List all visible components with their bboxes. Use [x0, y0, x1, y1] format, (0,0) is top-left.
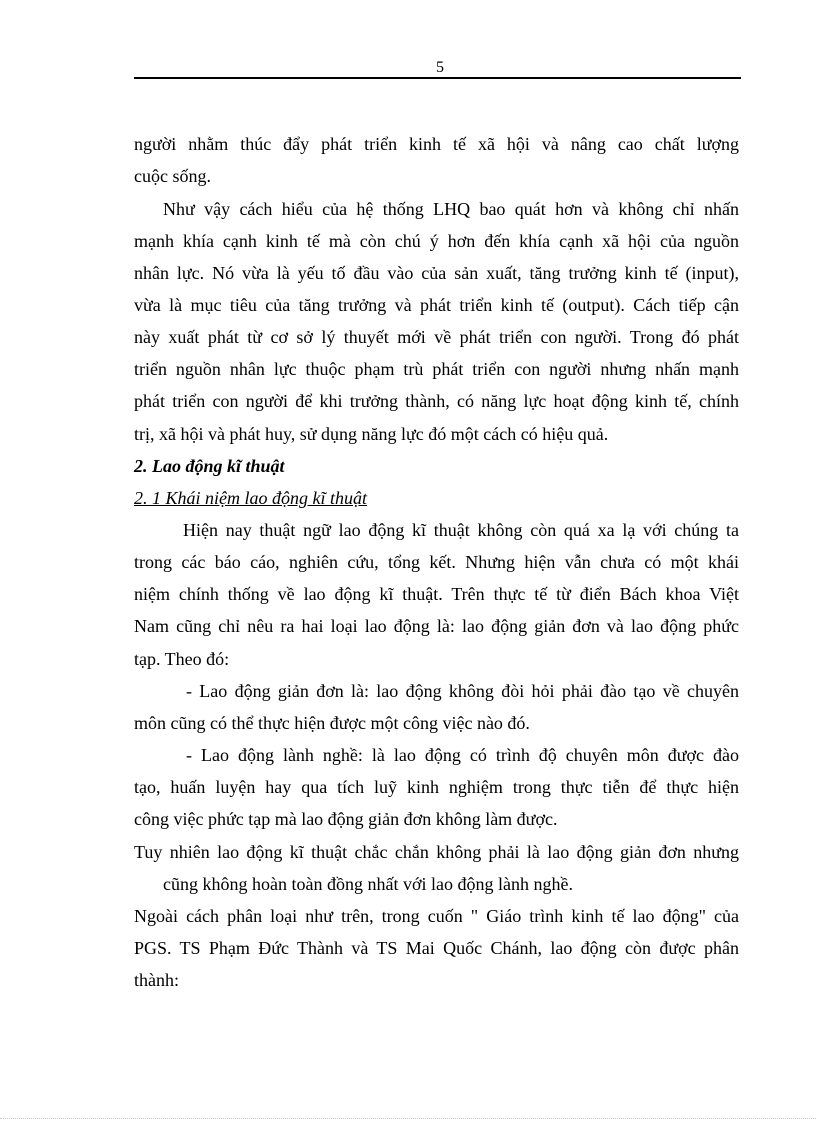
list-item-1-line-2: môn cũng có thể thực hiện được một công việc nào đó. [134, 713, 530, 733]
body-line-1: người nhằm thúc đẩy phát triển kinh tế xã hội và nâng cao chất lượng [134, 134, 739, 154]
body-line-19: PGS. TS Phạm Đức Thành và TS Mai Quốc Chánh, lao động còn được phân [134, 938, 739, 958]
body-line-8: triển nguồn nhân lực thuộc phạm trù phát triển con người nhưng nhấn mạnh [134, 359, 739, 379]
body-line-2: cuộc sống. [134, 166, 211, 186]
body-line-16: Tuy nhiên lao động kĩ thuật chắc chắn không phải là lao động giản đơn nhưng [134, 842, 739, 862]
body-line-4: mạnh khía cạnh kinh tế mà còn chú ý hơn đến khía cạnh xã hội của nguồn [134, 231, 739, 251]
body-line-18: Ngoài cách phân loại như trên, trong cuốn " Giáo trình kinh tế lao động" của [134, 906, 739, 926]
body-line-3: Như vậy cách hiểu của hệ thống LHQ bao quát hơn và không chỉ nhấn [163, 199, 739, 219]
body-line-9: phát triển con người để khi trưởng thành, có năng lực hoạt động kinh tế, chính [134, 391, 739, 411]
body-line-10: trị, xã hội và phát huy, sử dụng năng lực đó một cách có hiệu quả. [134, 424, 609, 444]
body-line-12: trong các báo cáo, nghiên cứu, tổng kết. Nhưng hiện vẫn chưa có một khái [134, 552, 739, 572]
body-line-15: tạp. Theo đó: [134, 649, 230, 669]
section-subheading: 2. 1 Khái niệm lao động kĩ thuật [134, 488, 367, 508]
body-line-7: này xuất phát từ cơ sở lý thuyết mới về phát triển con người. Trong đó phát [134, 327, 739, 347]
list-item-2-line-3: công việc phức tạp mà lao động giản đơn không làm được. [134, 809, 558, 829]
body-line-13: niệm chính thống về lao động kĩ thuật. Trên thực tế từ điển Bách khoa Việt [134, 584, 739, 604]
page-number: 5 [436, 59, 444, 76]
list-item-1-line-1: - Lao động giản đơn là: lao động không đòi hỏi phải đào tạo về chuyên [186, 681, 739, 701]
page-bottom-edge [0, 1118, 816, 1119]
body-line-5: nhân lực. Nó vừa là yếu tố đầu vào của sản xuất, tăng trưởng kinh tế (input), [134, 263, 739, 283]
body-line-14: Nam cũng chỉ nêu ra hai loại lao động là: lao động giản đơn và lao động phức [134, 616, 739, 636]
list-item-2-line-2: tạo, huấn luyện hay qua tích luỹ kinh nghiệm trong thực tiễn để thực hiện [134, 777, 739, 797]
body-line-11: Hiện nay thuật ngữ lao động kĩ thuật không còn quá xa lạ với chúng ta [183, 520, 739, 540]
section-heading: 2. Lao động kĩ thuật [134, 456, 285, 476]
body-line-6: vừa là mục tiêu của tăng trưởng và phát triển kinh tế (output). Cách tiếp cận [134, 295, 739, 315]
header-rule [134, 77, 741, 79]
list-item-2-line-1: - Lao động lành nghề: là lao động có trình độ chuyên môn được đào [186, 745, 739, 765]
body-line-20: thành: [134, 970, 179, 990]
body-line-17: cũng không hoàn toàn đồng nhất với lao động lành nghề. [163, 874, 573, 894]
